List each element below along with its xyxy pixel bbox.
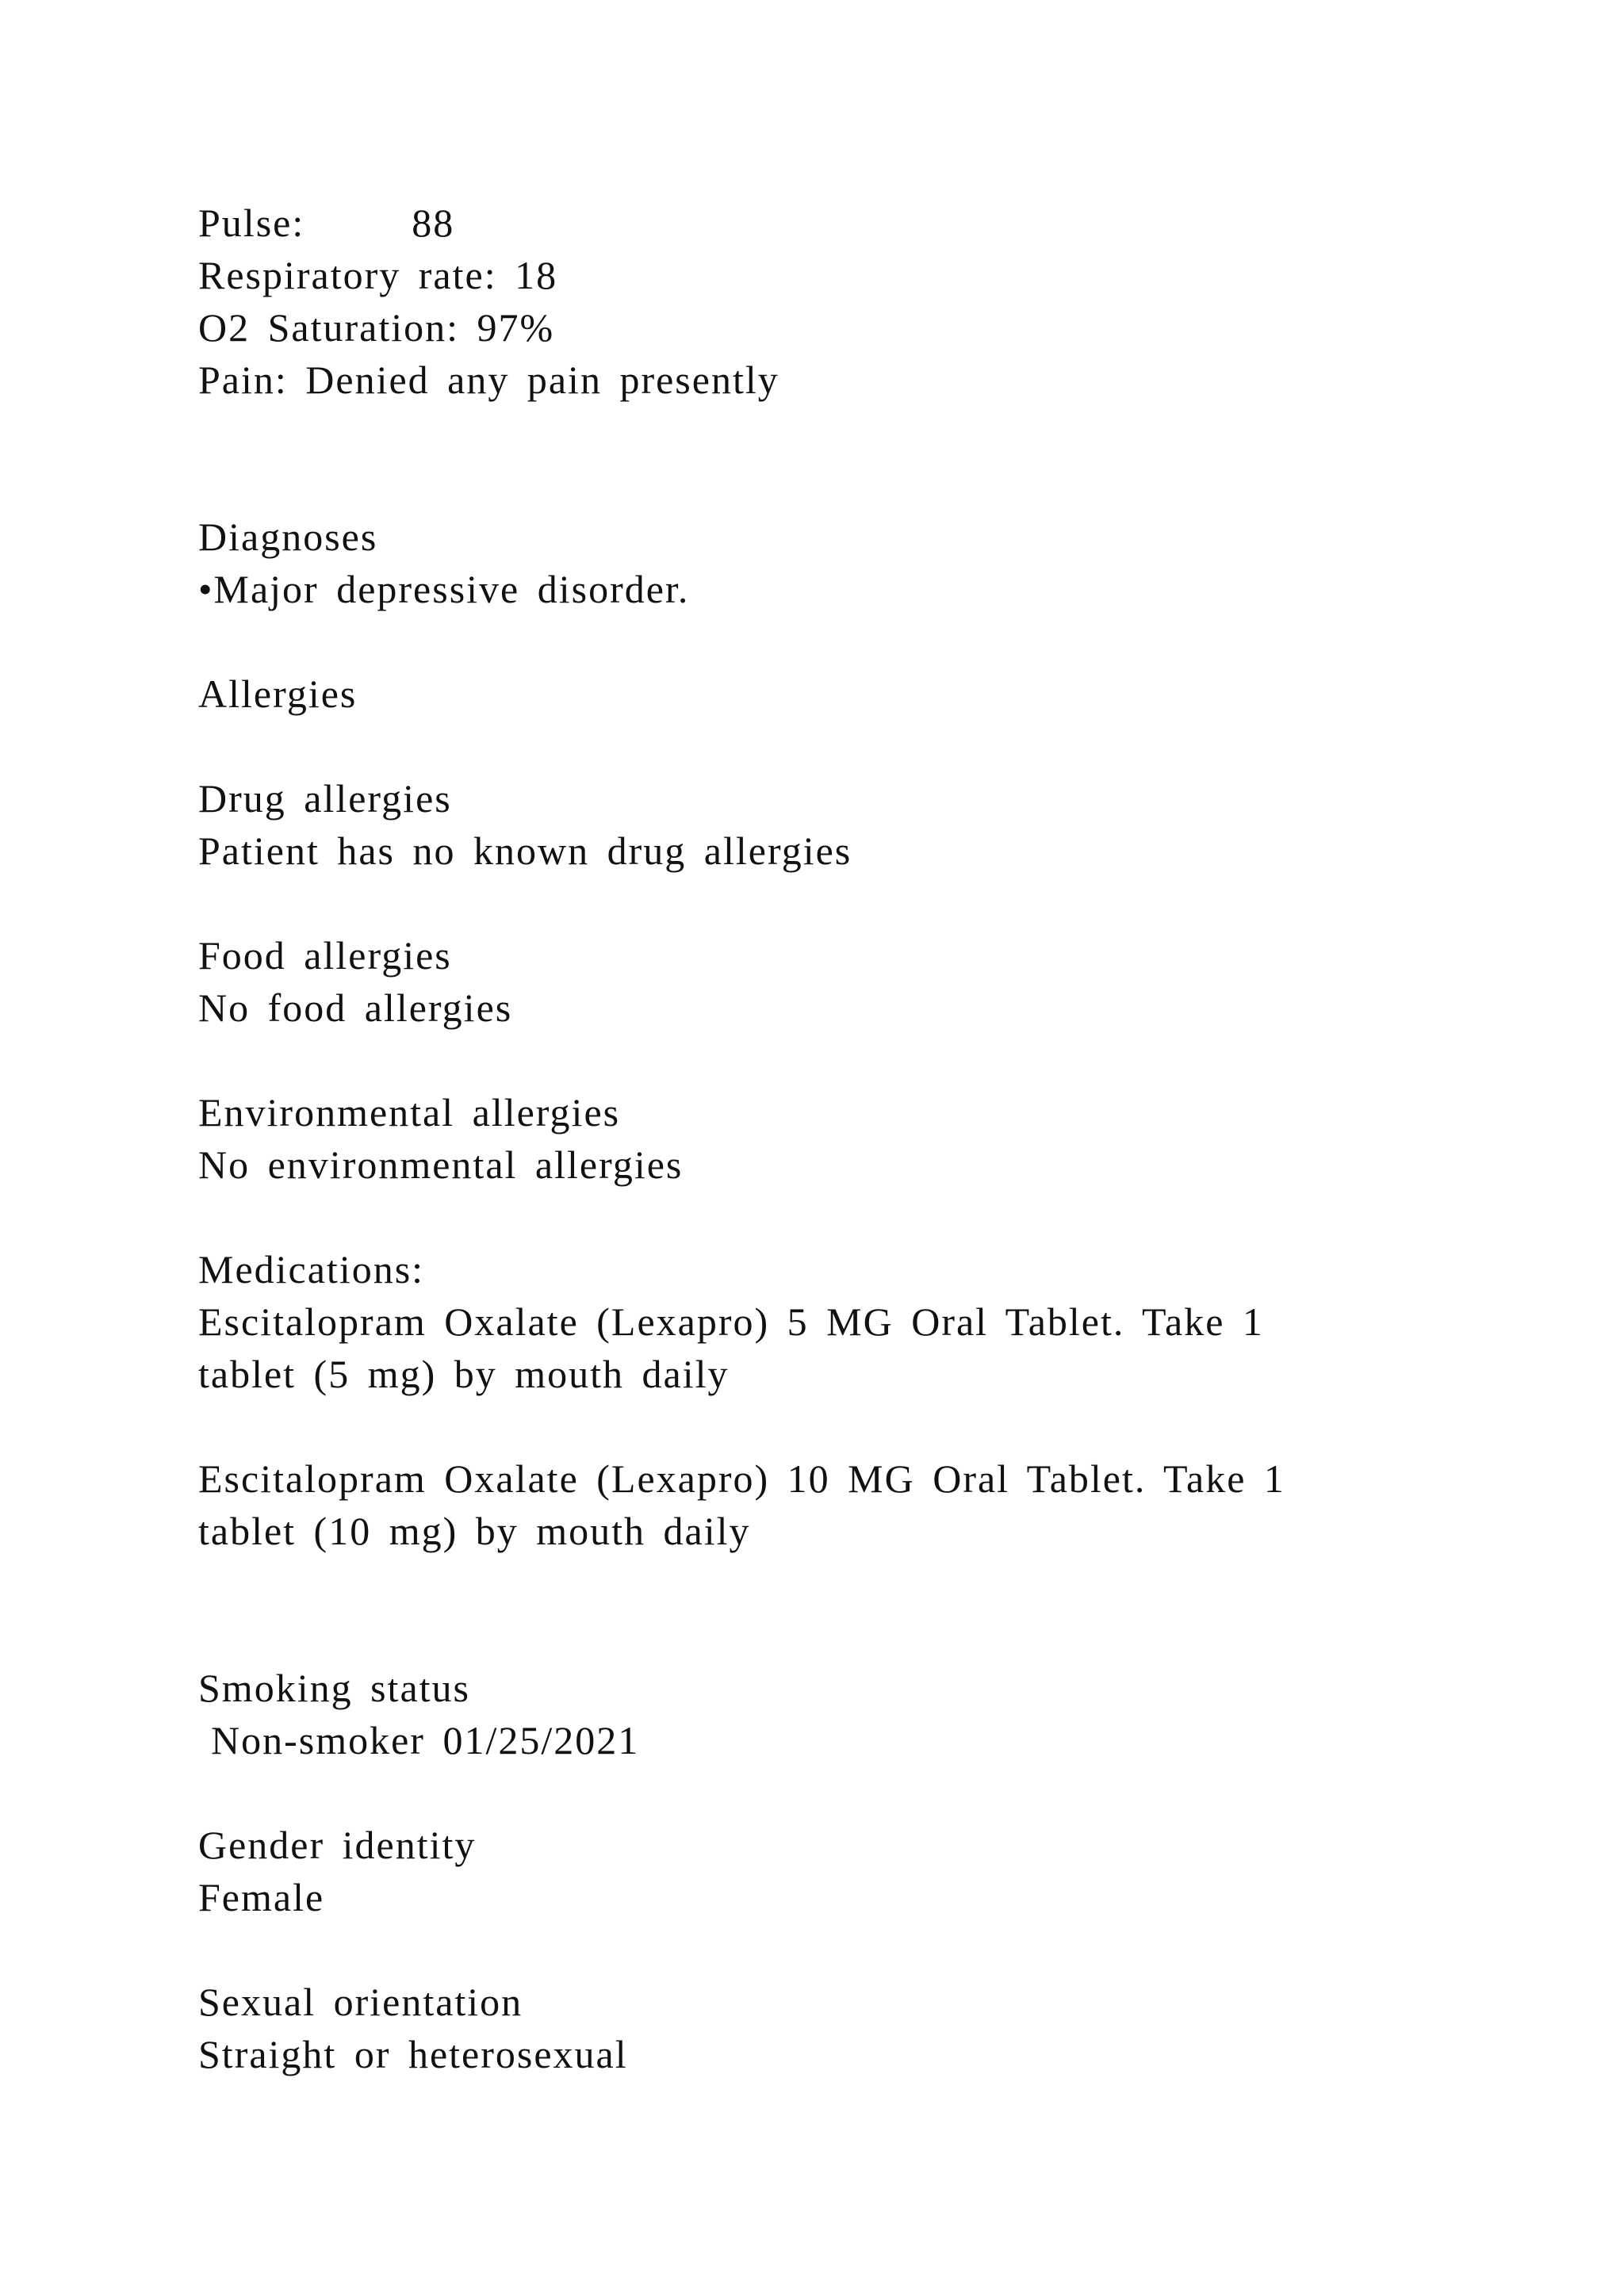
smoking-status-value: Non-smoker 01/25/2021	[211, 1718, 640, 1762]
smoking-status-heading: Smoking status	[198, 1666, 470, 1710]
medication-1-line-1: Escitalopram Oxalate (Lexapro) 5 MG Oral Tablet. Take 1	[198, 1299, 1264, 1344]
sexual-orientation-heading: Sexual orientation	[198, 1980, 523, 2024]
food-allergies-value: No food allergies	[198, 985, 513, 1030]
medication-2-line-2: tablet (10 mg) by mouth daily	[198, 1509, 751, 1553]
spacer	[198, 1557, 1435, 1662]
gender-identity-value: Female	[198, 1875, 325, 1919]
respiratory-rate-line: Respiratory rate: 18	[198, 253, 558, 297]
drug-allergies-value: Patient has no known drug allergies	[198, 828, 852, 873]
drug-allergies-heading: Drug allergies	[198, 776, 452, 821]
medication-1-line-2: tablet (5 mg) by mouth daily	[198, 1352, 730, 1396]
spacer	[198, 720, 1435, 772]
spacer	[198, 406, 1435, 511]
spacer	[198, 1923, 1435, 1976]
diagnosis-item: •Major depressive disorder.	[198, 567, 690, 611]
o2-saturation-line: O2 Saturation: 97%	[198, 305, 555, 350]
spacer	[198, 1191, 1435, 1243]
environmental-allergies-heading: Environmental allergies	[198, 1090, 621, 1135]
pulse-line: Pulse: 88	[198, 201, 455, 245]
spacer	[198, 1034, 1435, 1086]
environmental-allergies-value: No environmental allergies	[198, 1142, 684, 1187]
medications-heading: Medications:	[198, 1247, 425, 1292]
food-allergies-heading: Food allergies	[198, 933, 452, 978]
document-body	[198, 197, 1435, 2080]
spacer	[198, 615, 1435, 668]
spacer	[198, 1400, 1435, 1452]
sexual-orientation-value: Straight or heterosexual	[198, 2032, 628, 2076]
medication-2-line-1: Escitalopram Oxalate (Lexapro) 10 MG Oral Tablet. Take 1	[198, 1456, 1285, 1501]
gender-identity-heading: Gender identity	[198, 1823, 477, 1867]
spacer	[198, 877, 1435, 929]
pain-line: Pain: Denied any pain presently	[198, 358, 779, 402]
allergies-heading: Allergies	[198, 672, 358, 716]
spacer	[198, 1766, 1435, 1819]
diagnoses-heading: Diagnoses	[198, 515, 378, 559]
